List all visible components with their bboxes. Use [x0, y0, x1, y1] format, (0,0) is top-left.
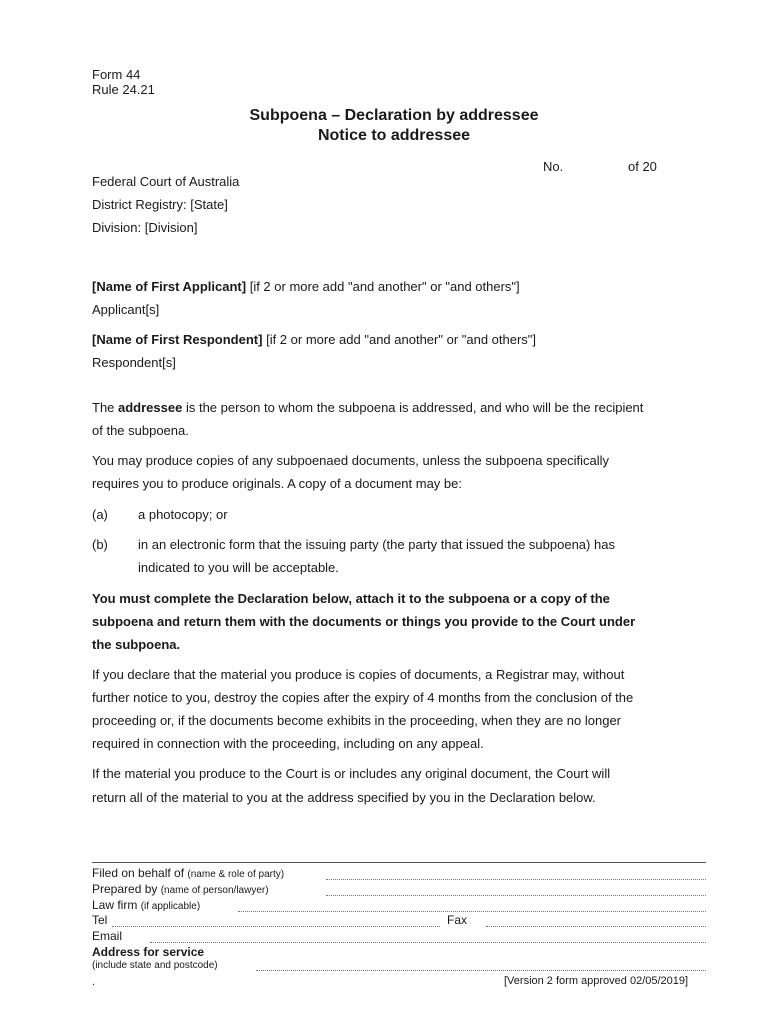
list-item-b-letter: (b): [92, 537, 108, 552]
p1-prefix: The: [92, 400, 119, 415]
fax-field[interactable]: [486, 926, 706, 927]
bold-instruction-line3: the subpoena.: [92, 637, 181, 652]
applicant-name: [Name of First Applicant]: [92, 279, 247, 294]
law-firm-label: [92, 898, 200, 914]
document-subtitle: Notice to addressee: [317, 127, 471, 144]
address-for-service-label: Address for service: [92, 945, 205, 959]
law-firm-field[interactable]: [238, 911, 706, 912]
lawfirm-label-text: Law firm: [92, 898, 138, 912]
notice-paragraph-2-line1: You may produce copies of any subpoenaed documents, unless the subpoena specifically: [92, 453, 609, 468]
respondent-note: [if 2 or more add "and another" or "and others"]: [262, 332, 537, 347]
applicant-label: Applicant[s]: [92, 302, 160, 317]
division: Division: [Division]: [92, 220, 198, 235]
filed-label-text: Filed on behalf of: [92, 866, 185, 880]
document-title: Subpoena – Declaration by addressee: [249, 107, 539, 124]
notice-paragraph-3-line3: proceeding or, if the documents become exhibits in the proceeding, when they are no longer: [92, 713, 622, 728]
respondent-label: Respondent[s]: [92, 355, 176, 370]
fax-label: Fax: [447, 913, 468, 927]
filed-on-behalf-label: [92, 866, 284, 882]
notice-paragraph-4-line2: return all of the material to you at the address specified by you in the Declaration below.: [92, 790, 596, 805]
notice-paragraph-3-line1: If you declare that the material you produce is copies of documents, a Registrar may, without: [92, 667, 625, 682]
form-version: [Version 2 form approved 02/05/2019]: [504, 975, 689, 987]
respondent-line: [92, 332, 536, 348]
district-registry: District Registry: [State]: [92, 197, 228, 212]
notice-paragraph-4-line1: If the material you produce to the Court is or includes any original document, the Court will: [92, 766, 611, 781]
tel-field[interactable]: [112, 926, 440, 927]
email-label: Email: [92, 929, 123, 943]
filed-on-behalf-field[interactable]: [326, 879, 706, 880]
list-item-b-line2: indicated to you will be acceptable.: [138, 560, 339, 575]
list-item-a-text: a photocopy; or: [138, 507, 228, 522]
file-number-label: No.: [543, 159, 564, 174]
court-name: Federal Court of Australia: [92, 174, 240, 189]
prepared-by-label: [92, 882, 269, 898]
notice-paragraph-2-line2: requires you to produce originals. A copy of a document may be:: [92, 476, 462, 491]
applicant-note: [if 2 or more add "and another" or "and others"]: [246, 279, 520, 294]
file-year-label: of 20: [628, 159, 657, 174]
respondent-name: [Name of First Respondent]: [92, 332, 263, 347]
bold-instruction-line1: You must complete the Declaration below, attach it to the subpoena or a copy of the: [92, 591, 610, 606]
tel-label: Tel: [92, 913, 108, 927]
bold-instruction-line2: subpoena and return them with the documents or things you provide to the Court under: [92, 614, 636, 629]
email-field[interactable]: [150, 942, 706, 943]
address-for-service-field[interactable]: [256, 970, 706, 971]
applicant-line: [92, 279, 520, 295]
list-item-b-line1: in an electronic form that the issuing party (the party that issued the subpoena) has: [138, 537, 615, 552]
lawfirm-hint: (if applicable): [140, 901, 201, 912]
p1-bold-term: addressee: [118, 400, 183, 415]
prepared-hint: (name of person/lawyer): [160, 885, 269, 896]
address-hint: (include state and postcode): [92, 960, 218, 971]
notice-paragraph-3-line2: further notice to you, destroy the copies after the expiry of 4 months from the conclusion of the: [92, 690, 634, 705]
notice-paragraph-1-line2: of the subpoena.: [92, 423, 189, 438]
list-item-a-letter: (a): [92, 507, 108, 522]
rule-number: Rule 24.21: [92, 82, 155, 97]
form-number: Form 44: [92, 67, 141, 82]
footer-dot: .: [92, 976, 96, 988]
notice-paragraph-1: [92, 400, 643, 416]
filed-hint: (name & role of party): [187, 869, 285, 880]
footer-divider: [92, 862, 706, 863]
prepared-by-field[interactable]: [326, 895, 706, 896]
prepared-label-text: Prepared by: [92, 882, 158, 896]
notice-paragraph-3-line4: required in connection with the proceeding, including on any appeal.: [92, 736, 484, 751]
p1-suffix: is the person to whom the subpoena is addressed, and who will be the recipient: [182, 400, 644, 415]
